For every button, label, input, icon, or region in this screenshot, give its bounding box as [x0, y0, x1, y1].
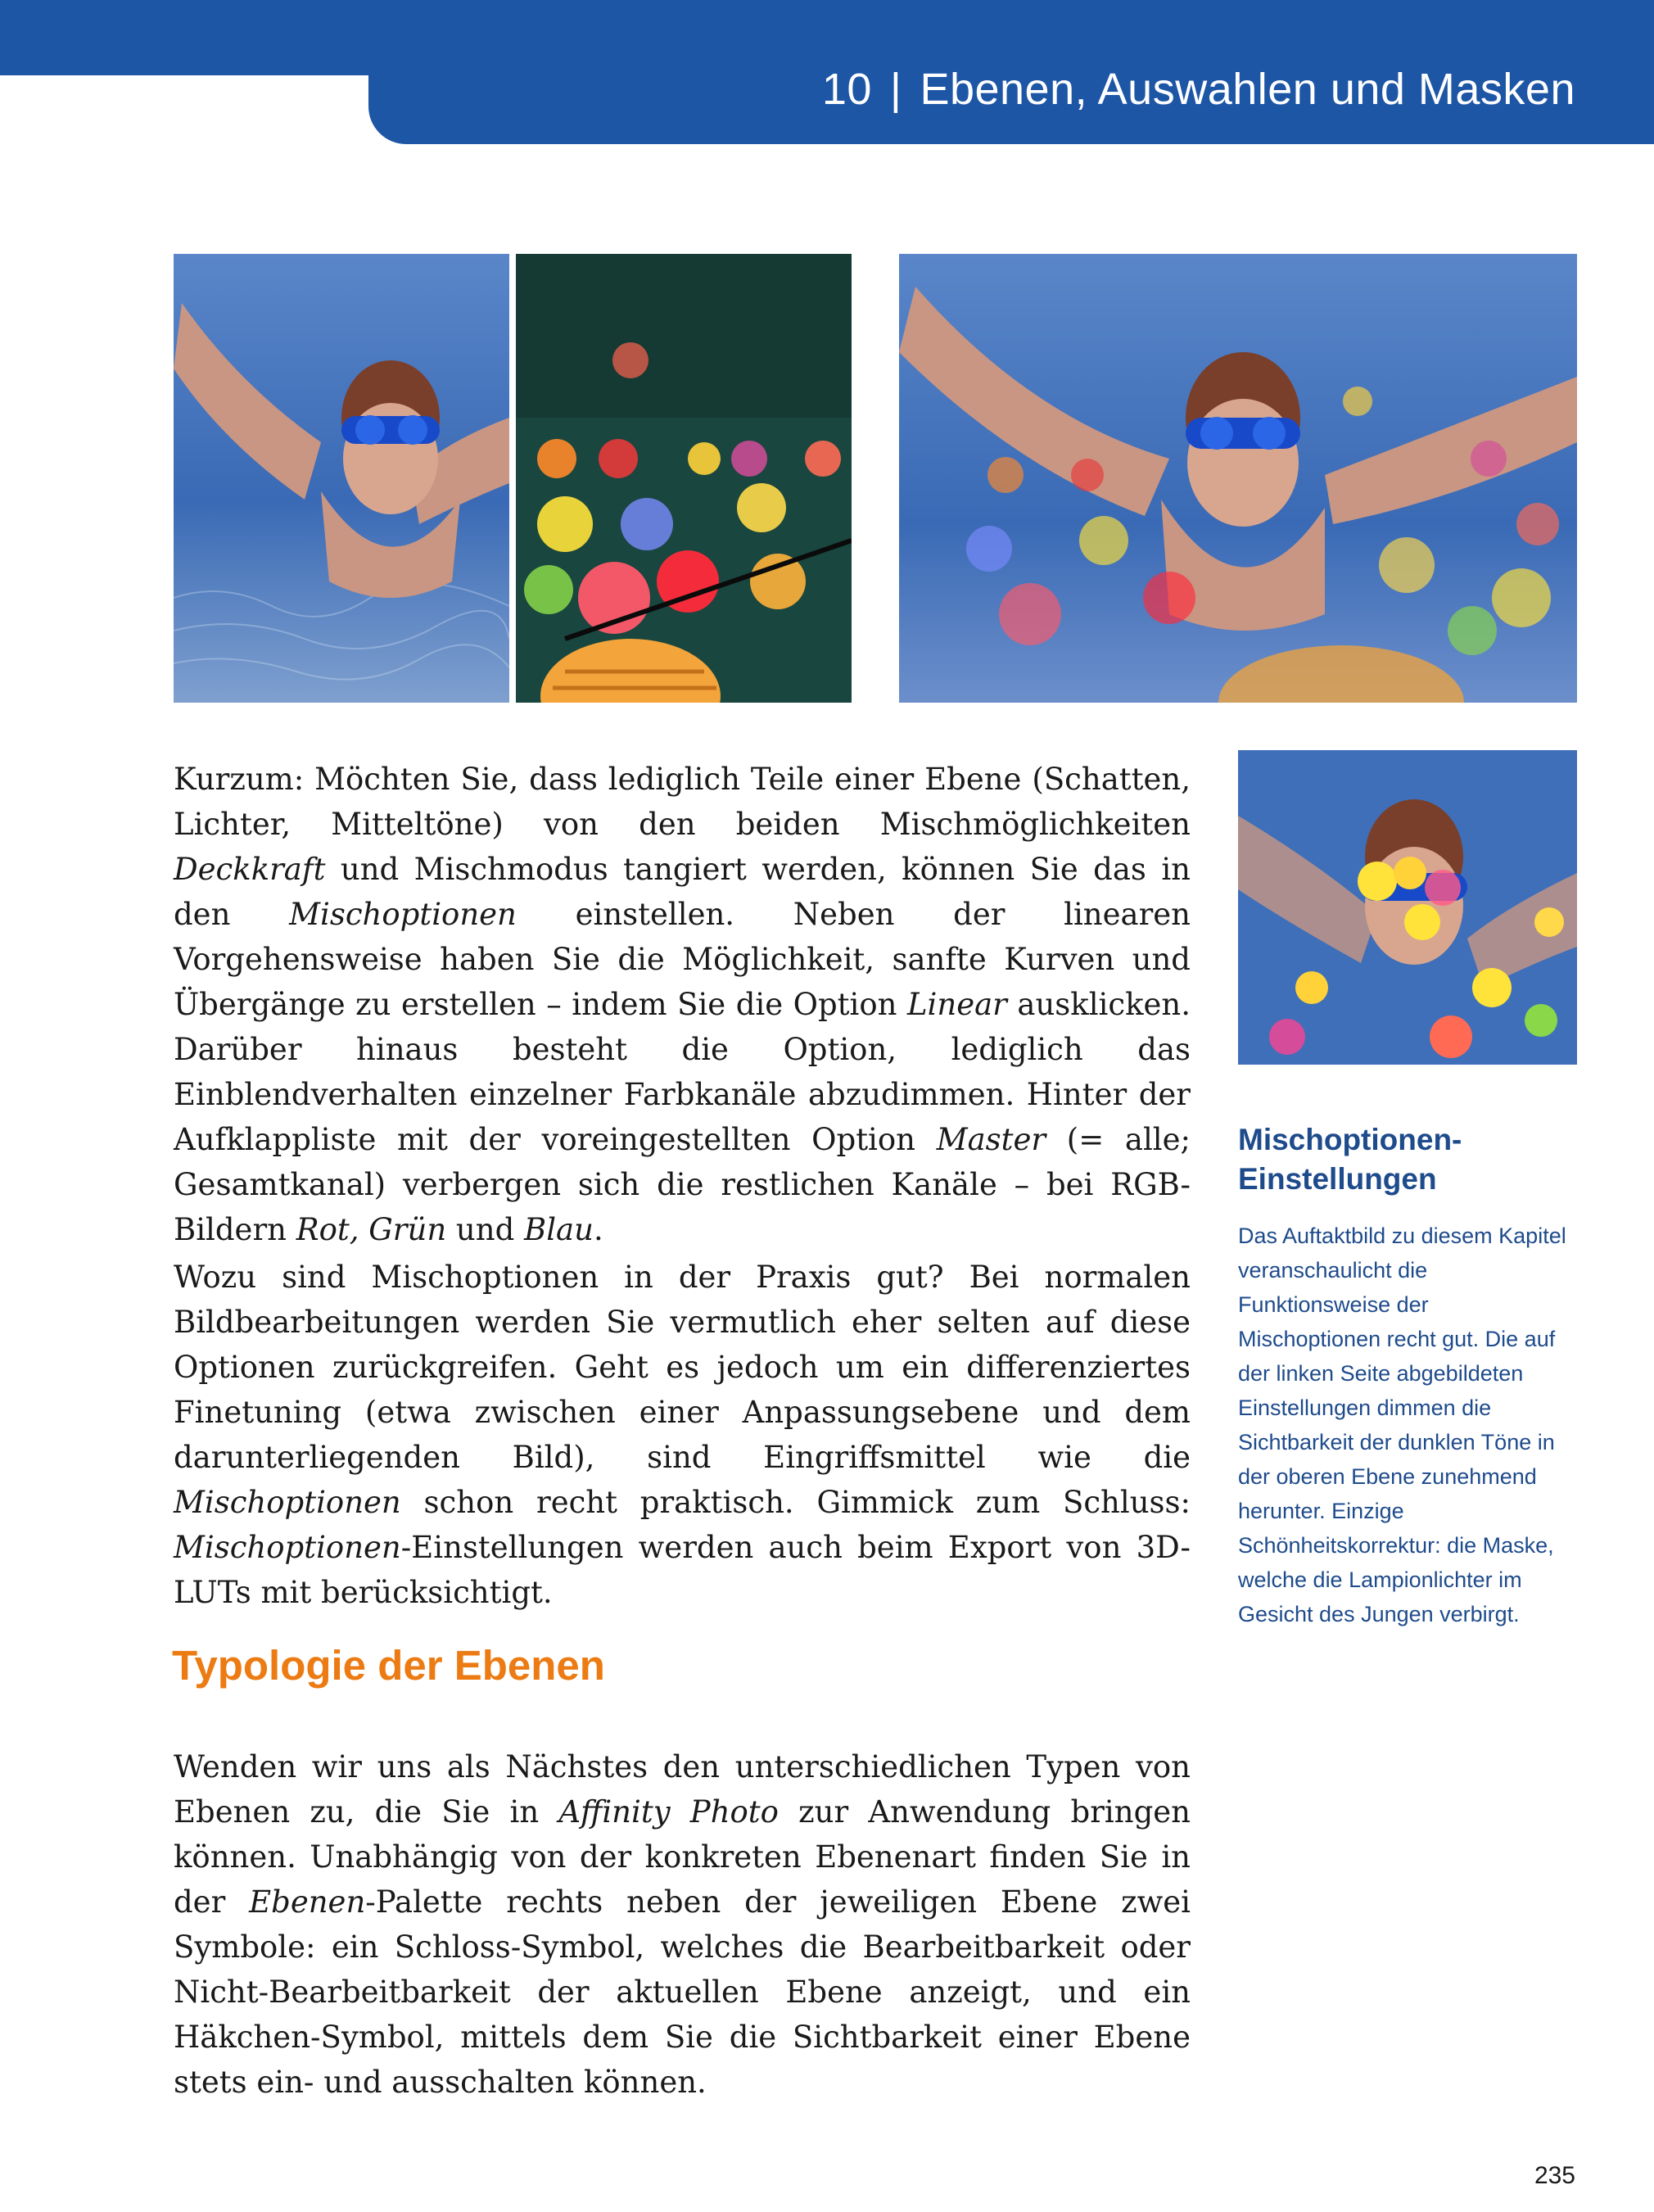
caption-heading-line1: Mischoptionen-: [1238, 1123, 1462, 1156]
emphasis: Linear: [906, 987, 1007, 1022]
caption-text: Das Auftaktbild zu diesem Kapitel veranschaulicht die Funktionsweise der Mischoptionen recht gut. Die auf der linken Seite abgebildeten Einstellungen dimmen die Sichtbarkeit der dunklen Töne in der oberen Ebene zunehmend herunter. Einzige Schönheitskorrektur: die Maske, welche die Lampionlichter im Gesicht des Jungen verbirgt.: [1238, 1224, 1566, 1626]
photo-underwater-swimmer: [174, 254, 509, 703]
photo-result-mischoptionen: [1238, 750, 1577, 1065]
running-header: [822, 64, 1575, 115]
emphasis: Mischoptionen: [289, 897, 517, 932]
body-paragraph-praxis: Wozu sind Mischoptionen in der Praxis gut? Bei normalen Bildbearbeitungen werden Sie vermutlich eher selten auf diese Optionen zurückgreifen. Geht es jedoch um ein differenziertes Finetuning (etwa zwischen einer Anpassungsebene und dem darunterliegenden Bild), sind Eingriffsmittel wie die Mischoptionen schon recht praktisch. Gimmick zum Schluss: Mischoptionen-Einstellungen werden auch beim Export von 3D-LUTs mit berücksichtigt.: [174, 1260, 1191, 1610]
emphasis: Master: [936, 1122, 1046, 1157]
body-paragraph-mischoptionen: Kurzum: Möchten Sie, dass lediglich Teile einer Ebene (Schatten, Lichter, Mitteltöne) von den beiden Mischmöglichkeiten Deckkraft und Mischmodus tangiert werden, können Sie das in den Mischoptionen einstellen. Neben der linearen Vorgehensweise haben Sie die Möglichkeit, sanfte Kurven und Übergänge zu erstellen – indem Sie die Option Linear ausklicken. Darüber hinaus besteht die Option, lediglich das Einblendverhalten einzelner Farbkanäle abzudimmen. Hinter der Aufklappliste mit der voreingestellten Option Master (= alle; Gesamtkanal) verbergen sich die restlichen Kanäle – bei RGB-Bildern Rot, Grün und Blau.: [174, 762, 1191, 1247]
emphasis: Mischoptionen: [174, 1530, 401, 1565]
chapter-number: 10: [821, 65, 872, 114]
caption-heading-line2: Einstellungen: [1238, 1162, 1437, 1196]
body-paragraph-typologie: Wenden wir uns als Nächstes den unterschiedlichen Typen von Ebenen zu, die Sie in Affinity Photo zur Anwendung bringen können. Unabhängig von der konkreten Ebenenart finden Sie in der Ebenen-Palette rechts neben der jeweiligen Ebene zwei Symbole: ein Schloss-Symbol, welches die Bearbeitbarkeit oder Nicht-Bearbeitbarkeit der aktuellen Ebene anzeigt, und ein Häkchen-Symbol, mittels dem Sie die Sichtbarkeit einer Ebene stets ein- und ausschalten können.: [174, 1749, 1191, 2100]
section-heading: Typologie der Ebenen: [172, 1642, 605, 1689]
emphasis: Ebenen: [249, 1884, 366, 1920]
header-separator: |: [889, 65, 902, 114]
photo-bokeh-lanterns: [516, 254, 852, 703]
emphasis: Mischoptionen: [174, 1485, 401, 1520]
emphasis: Affinity Photo: [558, 1794, 779, 1830]
chapter-title: Ebenen, Auswahlen und Masken: [920, 65, 1575, 114]
page-number: 235: [1534, 2162, 1575, 2189]
photo-composite-swimmer-bokeh: [899, 254, 1577, 703]
emphasis: Blau: [524, 1212, 594, 1247]
caption-heading: [1238, 1120, 1582, 1199]
emphasis: Rot, Grün: [296, 1212, 447, 1247]
emphasis: Deckkraft: [174, 852, 326, 887]
